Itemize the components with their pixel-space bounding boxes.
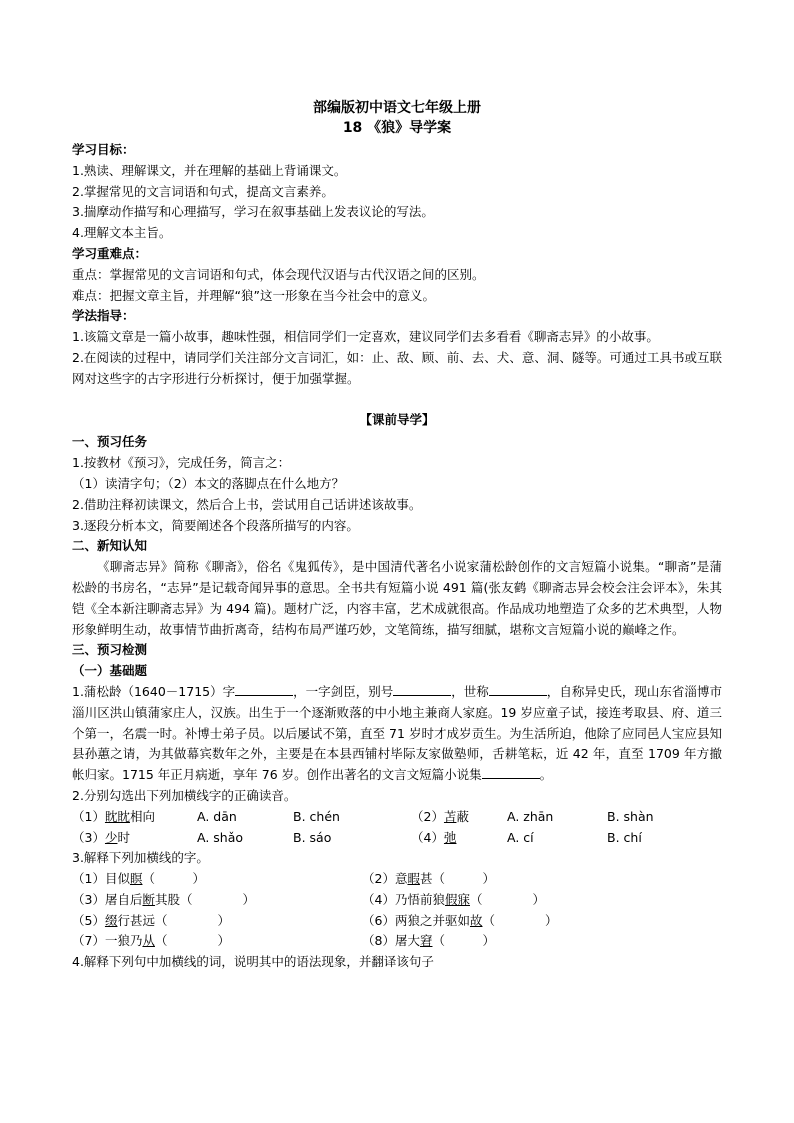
goals-heading: 学习目标： (72, 142, 135, 157)
item-word: （4）弛 (411, 829, 457, 845)
explain-item[interactable]: （3）屠自后断其股（ ） (72, 891, 255, 907)
preview-heading: 一、预习任务 (72, 434, 148, 450)
method-heading: 学法指导： (72, 308, 135, 324)
key-point: 难点：把握文章主旨，并理解“狼”这一形象在当今社会中的意义。 (72, 287, 435, 303)
document-page (72, 98, 722, 973)
explain-row (72, 931, 722, 952)
goal-item: 2.掌握常见的文言词语和句式，提高文言素养。 (72, 183, 334, 199)
q1-text: 。 (539, 767, 553, 783)
pronunciation-row (72, 828, 722, 849)
item-word: （3）少时 (72, 829, 130, 845)
option-a[interactable]: A. shǎo (197, 829, 244, 845)
explain-item[interactable]: （8）屠大窘（ ） (362, 933, 495, 949)
new-knowledge-heading: 二、新知认知 (72, 538, 148, 554)
method-item: 2.在阅读的过程中，请同学们关注部分文言词汇，如：止、敌、顾、前、去、犬、意、洞、隧等。可通过工具书或互联网对这些字的古字形进行分析探讨，便于加强掌握。 (72, 349, 722, 386)
explain-row (72, 890, 722, 911)
check-heading: 三、预习检测 (72, 642, 148, 658)
goal-item: 4.理解文本主旨。 (72, 225, 172, 241)
q1-text: ，一字剑臣，别号 (293, 683, 394, 699)
option-b[interactable]: B. chí (607, 829, 642, 845)
preview-item: 3.逐段分析本文，简要阐述各个段落所描写的内容。 (72, 517, 359, 533)
doc-subtitle: 18 《狼》导学案 (342, 120, 452, 136)
question-4: 4.解释下列句中加横线的词，说明其中的语法现象，并翻译该句子 (72, 954, 434, 970)
explain-row (72, 911, 722, 932)
item-word: （2）苫蔽 (411, 808, 469, 824)
pronunciation-row (72, 807, 722, 828)
q1-text: 1.蒲松龄（1640－1715）字 (72, 683, 236, 699)
option-b[interactable]: B. sáo (293, 829, 332, 845)
explain-item[interactable]: （6）两狼之并驱如故（ ） (362, 912, 558, 928)
method-item: 1.该篇文章是一篇小故事，趣味性强，相信同学们一定喜欢，建议同学们去多看看《聊斋志异》的小故事。 (72, 329, 659, 345)
option-a[interactable]: A. zhān (507, 808, 554, 824)
explain-row (72, 869, 722, 890)
question-2-heading: 2.分别勾选出下列加横线字的正确读音。 (72, 787, 297, 803)
question-3-heading: 3.解释下列加横线的字。 (72, 850, 209, 866)
preview-item: 1.按教材《预习》，完成任务，简言之： (72, 455, 291, 471)
option-b[interactable]: B. chén (293, 808, 340, 824)
answer-blank[interactable] (235, 682, 293, 696)
doc-title: 部编版初中语文七年级上册 (313, 100, 481, 116)
preview-item: （1）读清字句；（2）本文的落脚点在什么地方？ (72, 475, 345, 491)
explain-item[interactable]: （7）一狼乃从（ ） (72, 933, 230, 949)
explain-item[interactable]: （5）缀行甚远（ ） (72, 912, 230, 928)
question-1 (72, 682, 722, 786)
answer-blank[interactable] (482, 765, 540, 779)
q1-text: ，自称异史氏，现山东省淄博市淄川区洪山镇蒲家庄人，汉族。出生于一个逐渐败落的中小地主兼商人家庭。19 岁应童子试，接连考取县、府、道三个第一，名震一时。补博士弟子员。以后屡试不第，直至 71 岁时才成岁贡生。为生活所迫，他除了应同邑人宝应县知县孙蕙之请，为其做幕宾数年之外，主要是在本县西铺村毕际友家做塾师，舌耕笔耘，近 42 年，直至 1709 年方撤帐归家。1715 年正月病逝，享年 76 岁。创作出著名的文言文短篇小说集 (72, 683, 722, 783)
explain-item[interactable]: （2）意暇甚（ ） (362, 871, 495, 887)
option-b[interactable]: B. shàn (607, 808, 654, 824)
explain-item[interactable]: （4）乃悟前狼假寐（ ） (362, 891, 545, 907)
option-a[interactable]: A. dān (197, 808, 237, 824)
answer-blank[interactable] (393, 682, 451, 696)
basic-heading: （一）基础题 (72, 663, 148, 679)
option-a[interactable]: A. cí (507, 829, 534, 845)
key-points-heading: 学习重难点： (72, 245, 148, 261)
q1-text: ，世称 (451, 683, 489, 699)
section-heading: 【课前导学】 (359, 411, 435, 427)
goal-item: 3.揣摩动作描写和心理描写，学习在叙事基础上发表议论的写法。 (72, 204, 434, 220)
item-word: （1）眈眈相向 (72, 808, 155, 824)
goal-item: 1.熟读、理解课文，并在理解的基础上背诵课文。 (72, 162, 347, 178)
key-point: 重点：掌握常见的文言词语和句式，体会现代汉语与古代汉语之间的区别。 (72, 266, 485, 282)
preview-item: 2.借助注释初读课文，然后合上书，尝试用自己话讲述该故事。 (72, 496, 422, 512)
new-knowledge-text: 《聊斋志异》简称《聊斋》，俗名《鬼狐传》，是中国清代著名小说家蒲松龄创作的文言短篇小说集。“聊斋”是蒲松龄的书房名，“志异”是记载奇闻异事的意思。全书共有短篇小说 491 篇(张友鹤《聊斋志异会校会注会评本》，朱其铠《全本新注聊斋志异》为 494 篇)。题材广泛，内容丰富，艺术成就很高。作品成功地塑造了众多的艺术典型，人物形象鲜明生动，故事情节曲折离奇，结构布局严谨巧妙，文笔简练，描写细腻，堪称文言短篇小说的巅峰之作。 (72, 559, 722, 637)
answer-blank[interactable] (489, 682, 547, 696)
explain-item[interactable]: （1）目似瞑（ ） (72, 871, 205, 887)
